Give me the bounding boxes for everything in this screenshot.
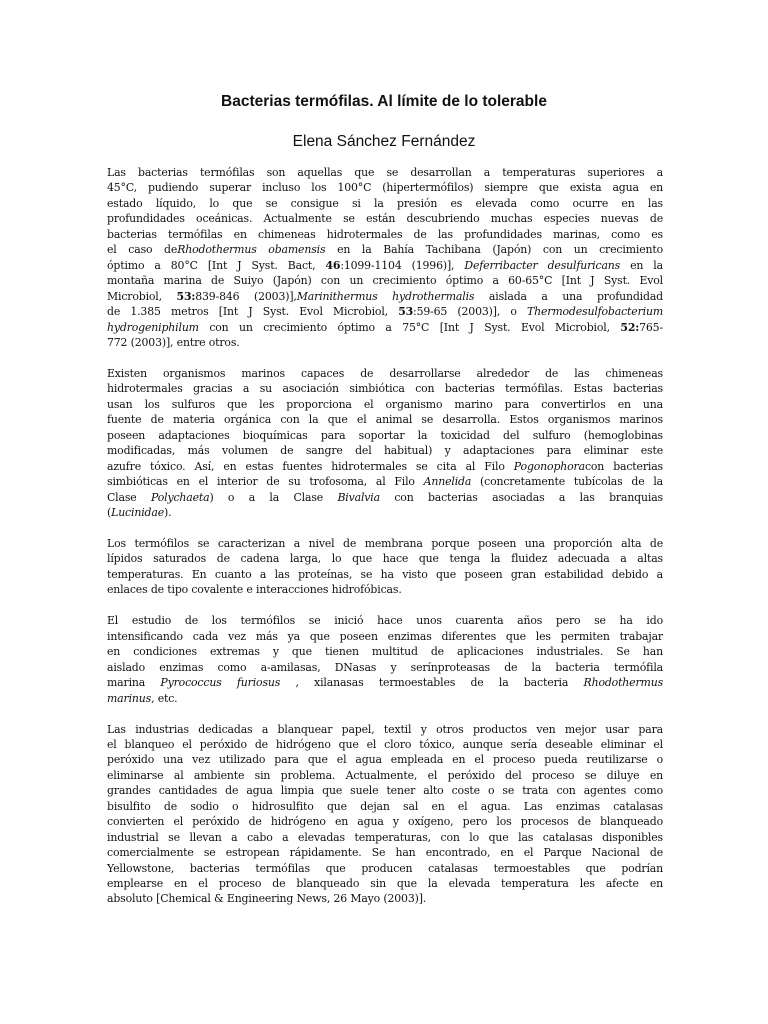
text-run: modificadas, más volumen de sangre del habitual) y adaptaciones para eliminar este: [107, 444, 663, 458]
text-line: [107, 660, 663, 675]
text-run: convierten el peróxido de hidrógeno en agua y oxígeno, pero los procesos de blanqueado: [107, 815, 663, 829]
text-run: lípidos saturados de cadena larga, lo que hace que tenga la fluidez adecuada a altas: [107, 552, 663, 566]
text-run: Las industrias dedicadas a blanquear papel, textil y otros productos ven mejor usar para: [107, 722, 663, 736]
text-line: [107, 227, 663, 242]
text-run: eliminarse al ambiente sin problema. Actualmente, el peróxido del proceso se diluye en: [107, 768, 663, 782]
text-line: [107, 289, 663, 304]
text-run: ) o a la Clase: [209, 490, 338, 504]
text-run: Clase: [107, 490, 151, 504]
text-run: en la: [620, 258, 663, 272]
text-run: Las bacterias termófilas son aquellas que se desarrollan a temperaturas superiores a: [107, 166, 663, 179]
bold-text: 46: [325, 258, 341, 272]
text-run: 772 (2003)], entre otros.: [107, 335, 240, 349]
text-run: poseen adaptaciones bioquímicas para soportar la toxicidad del sulfuro (hemoglobinas: [107, 428, 663, 442]
text-line: [107, 505, 663, 520]
text-line: [107, 567, 663, 582]
text-run: estado líquido, lo que se consigue si la presión es elevada como ocurre en las: [107, 196, 663, 210]
italic-text: Pyrococcus furiosus: [160, 676, 281, 690]
body-paragraph: [107, 165, 663, 350]
text-line: [107, 629, 663, 644]
text-line: [107, 551, 663, 566]
body-paragraph: [107, 366, 663, 521]
italic-text: Bivalvia: [337, 490, 380, 504]
text-run: Microbiol,: [107, 289, 177, 303]
text-line: [107, 722, 663, 737]
italic-text: Pogonophora: [513, 459, 585, 473]
italic-text: Marinithermus hydrothermalis: [296, 289, 475, 303]
text-run: intensificando cada vez más ya que poseen enzimas diferentes que les permiten trabajar: [107, 629, 663, 643]
text-run: fuente de materia orgánica con la que el animal se desarrolla. Estos organismos marinos: [107, 413, 663, 427]
text-run: industrial se llevan a cabo a elevadas temperaturas, con lo que las catalasas disponibles: [107, 830, 663, 844]
document-body: [107, 165, 663, 922]
text-run: en condiciones extremas y que tienen multitud de aplicaciones industriales. Se han: [107, 645, 663, 659]
text-run: , etc.: [151, 691, 178, 705]
text-run: azufre tóxico. Así, en estas fuentes hidrotermales se cita al Filo: [107, 459, 514, 473]
author-name: Elena Sánchez Fernández: [292, 133, 476, 150]
italic-text: marinus: [107, 691, 152, 705]
text-line: [107, 273, 663, 288]
text-run: con un crecimiento óptimo a 75°C [Int J Syst. Evol Microbiol,: [198, 320, 621, 334]
text-line: [107, 165, 663, 180]
text-run: aislado enzimas como a-amilasas, DNasas y serínproteasas de la bacteria termófila: [107, 660, 663, 674]
body-paragraph: [107, 722, 663, 907]
text-line: [107, 752, 663, 767]
text-line: [107, 211, 663, 226]
italic-text: Deferribacter desulfuricans: [464, 258, 621, 272]
text-run: montaña marina de Suiyo (Japón) con un crecimiento óptimo a 60-65°C [Int J Syst. Evol: [107, 274, 663, 288]
text-run: marina: [107, 676, 161, 690]
text-run: profundidades oceánicas. Actualmente se están descubriendo muchas especies nuevas de: [107, 212, 663, 226]
text-run: con bacterias asociadas a las branquias: [379, 490, 663, 504]
text-run: Yellowstone, bacterias termófilas que producen catalasas termoestables que podrían: [107, 861, 663, 875]
text-run: :1099-1104 (1996)],: [340, 258, 465, 272]
text-line: [107, 536, 663, 551]
text-run: aislada a una profundidad: [474, 289, 663, 303]
text-run: usan los sulfuros que les proporciona el organismo marino para convertirlos en una: [107, 397, 663, 411]
text-run: 45°C, pudiendo superar incluso los 100°C (hipertermófilos) siempre que exista agua en: [107, 181, 663, 195]
text-line: [107, 675, 663, 690]
text-run: 765-: [639, 320, 663, 334]
text-line: [107, 783, 663, 798]
italic-text: hydrogeniphilum: [107, 320, 199, 334]
text-run: óptimo a 80°C [Int J Syst. Bact,: [107, 258, 326, 272]
text-line: [107, 381, 663, 396]
text-run: bacterias termófilas en chimeneas hidrotermales de las profundidades marinas, como es: [107, 227, 663, 241]
text-run: hidrotermales gracias a su asociación simbiótica con bacterias termófilas. Estas bacterias: [107, 382, 663, 396]
text-run: Existen organismos marinos capaces de desarrollarse alrededor de las chimeneas: [107, 366, 663, 380]
text-run: el blanqueo el peróxido de hidrógeno que el cloro tóxico, aunque sería deseable eliminar el: [107, 737, 663, 751]
text-run: temperaturas. En cuanto a las proteínas, se ha visto que poseen gran estabilidad debido a: [107, 567, 663, 581]
text-run: bisulfito de sodio o hidrosulfito que dejan sal en el agua. Las enzimas catalasas: [107, 799, 663, 813]
text-line: [107, 366, 663, 381]
text-line: [107, 397, 663, 412]
text-run: :59-65 (2003)], o: [413, 305, 527, 319]
document-title: Bacterias termófilas. Al límite de lo tolerable: [221, 93, 547, 110]
text-run: el caso de: [107, 243, 178, 257]
text-line: [107, 196, 663, 211]
text-run: de 1.385 metros [Int J Syst. Evol Microbiol,: [107, 305, 399, 319]
text-line: [107, 320, 663, 335]
text-line: [107, 242, 663, 257]
italic-text: Polychaeta: [150, 490, 210, 504]
text-run: con bacterias: [584, 459, 663, 473]
text-run: ).: [164, 506, 172, 520]
text-line: [107, 474, 663, 489]
italic-text: Rhodothermus: [583, 676, 664, 690]
body-paragraph: [107, 536, 663, 598]
italic-text: Thermodesulfobacterium: [526, 305, 664, 319]
text-run: emplearse en el proceso de blanqueado sin que la elevada temperatura les afecte en: [107, 877, 663, 891]
text-line: [107, 876, 663, 891]
text-line: [107, 799, 663, 814]
text-run: (concretamente tubícolas de la: [471, 475, 663, 489]
bold-text: 53:: [176, 289, 196, 303]
text-line: [107, 861, 663, 876]
text-line: [107, 613, 663, 628]
text-line: [107, 814, 663, 829]
italic-text: Lucinidae: [111, 506, 164, 520]
text-line: [107, 845, 663, 860]
text-run: (: [107, 506, 112, 520]
text-line: [107, 180, 663, 195]
text-run: en la Bahía Tachibana (Japón) con un crecimiento: [325, 243, 663, 257]
body-paragraph: [107, 613, 663, 706]
text-run: 839-846 (2003)],: [195, 289, 297, 303]
text-line: [107, 582, 663, 597]
italic-text: Rhodothermus obamensis: [177, 243, 326, 257]
text-run: simbióticas en el interior de su trofosoma, al Filo: [107, 475, 424, 489]
text-line: [107, 830, 663, 845]
text-run: comercialmente se estropean rápidamente. Se han encontrado, en el Parque Nacional de: [107, 846, 663, 860]
text-line: [107, 691, 663, 706]
text-line: [107, 443, 663, 458]
text-run: , xilanasas termoestables de la bacteria: [280, 676, 584, 690]
text-line: [107, 490, 663, 505]
text-run: enlaces de tipo covalente e interacciones hidrofóbicas.: [107, 583, 402, 597]
text-line: [107, 459, 663, 474]
bold-text: 53: [398, 305, 414, 319]
text-line: [107, 335, 663, 350]
italic-text: Annelida: [423, 475, 472, 489]
text-run: absoluto [Chemical & Engineering News, 26 Mayo (2003)].: [107, 892, 427, 906]
text-run: El estudio de los termófilos se inició hace unos cuarenta años pero se ha ido: [107, 614, 663, 628]
text-run: Los termófilos se caracterizan a nivel de membrana porque poseen una proporción alta de: [107, 536, 663, 550]
text-line: [107, 304, 663, 319]
text-line: [107, 412, 663, 427]
text-line: [107, 768, 663, 783]
text-run: peróxido una vez utilizado para que el agua empleada en el proceso pueda reutilizarse o: [107, 753, 663, 767]
text-line: [107, 737, 663, 752]
text-line: [107, 258, 663, 273]
text-line: [107, 644, 663, 659]
text-line: [107, 891, 663, 906]
bold-text: 52:: [620, 320, 640, 334]
text-line: [107, 428, 663, 443]
text-run: grandes cantidades de agua limpia que suele tener alto coste o se trata con agentes como: [107, 784, 663, 798]
